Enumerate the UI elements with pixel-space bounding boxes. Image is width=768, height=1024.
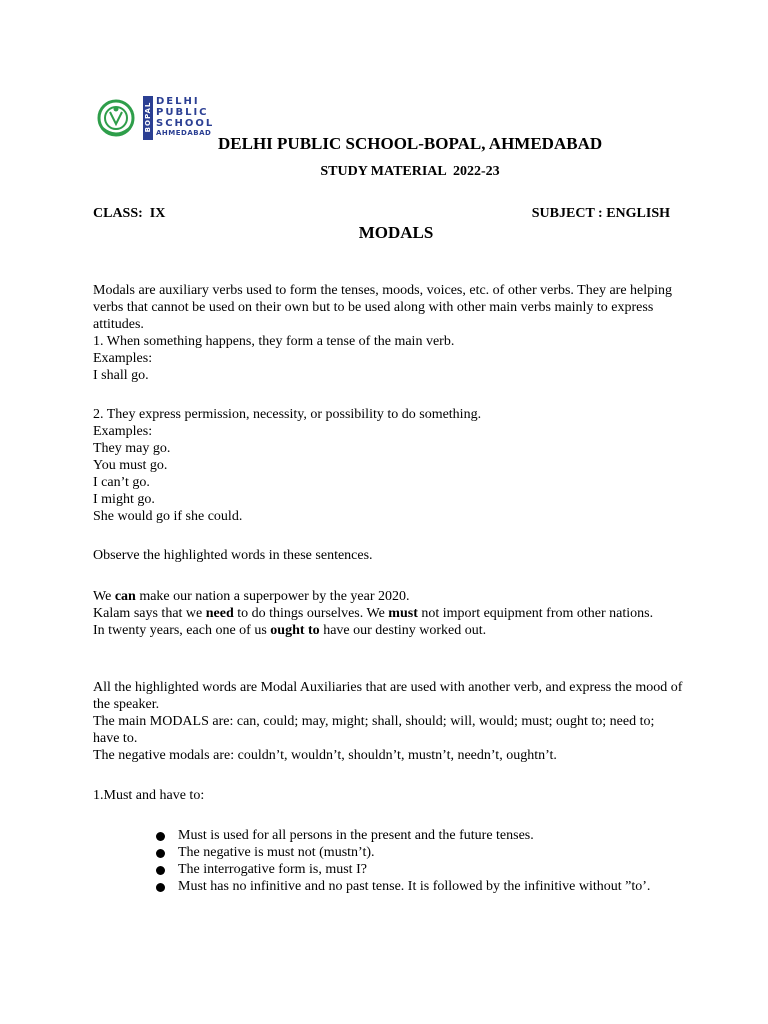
text-run: have our destiny worked out. — [319, 623, 487, 638]
intro-paragraph: Modals are auxiliary verbs used to form the tenses, moods, voices, etc. of other verbs. They are helping verbs that cannot be used on their own but to be used along with other main verbs mainly to express attitudes. — [93, 283, 673, 332]
highlighted-modal: can — [114, 589, 136, 604]
school-logo — [96, 96, 215, 142]
text-run: We — [93, 589, 115, 604]
example-line: They may go. — [93, 441, 171, 456]
school-emblem-icon — [96, 98, 140, 138]
section-1-heading: 1.Must and have to: — [93, 788, 205, 803]
sentence-1 — [93, 588, 683, 605]
observe-line: Observe the highlighted words in these sentences. — [93, 548, 373, 563]
list-item-text: The negative is must not (mustn’t). — [178, 845, 375, 860]
list-item — [156, 878, 676, 895]
logo-line-4: AHMEDABAD — [156, 129, 212, 137]
list-item — [156, 844, 676, 861]
class-label: CLASS: IX — [93, 206, 166, 221]
study-material-heading: STUDY MATERIAL 2022-23 — [320, 164, 500, 179]
list-item-text: Must is used for all persons in the present and the future tenses. — [178, 828, 534, 843]
summary-block — [93, 679, 683, 764]
list-item-text: Must has no infinitive and no past tense. It is followed by the infinitive without ”to’. — [178, 879, 651, 894]
examples-label: Examples: — [93, 424, 153, 439]
highlighted-modal: ought to — [270, 623, 320, 638]
example-line: I can’t go. — [93, 475, 150, 490]
examples-label: Examples: — [93, 351, 153, 366]
sentence-3 — [93, 622, 683, 639]
page-title: MODALS — [358, 223, 434, 242]
bullet-icon — [156, 832, 165, 841]
list-item-text: The interrogative form is, must I? — [178, 862, 367, 877]
sentence-2 — [93, 605, 683, 622]
bullet-icon — [156, 849, 165, 858]
text-run: Kalam says that we — [93, 606, 206, 621]
bullet-icon — [156, 883, 165, 892]
point-1: 1. When something happens, they form a tense of the main verb. — [93, 334, 455, 349]
example-line: She would go if she could. — [93, 509, 243, 524]
list-item — [156, 827, 676, 844]
logo-band — [143, 96, 153, 140]
highlighted-sentences — [93, 588, 683, 639]
subject-label: SUBJECT : ENGLISH — [531, 206, 670, 221]
intro-block — [93, 282, 683, 384]
logo-line-2: PUBLIC — [156, 107, 209, 118]
bullet-icon — [156, 866, 165, 875]
school-title: DELHI PUBLIC SCHOOL-BOPAL, AHMEDABAD — [218, 134, 603, 153]
logo-line-3: SCHOOL — [156, 118, 215, 129]
point-2-block — [93, 406, 683, 525]
logo-band-text: BOPAL — [144, 101, 152, 133]
text-run: In twenty years, each one of us — [93, 623, 271, 638]
list-item — [156, 861, 676, 878]
summary-paragraph: All the highlighted words are Modal Auxiliaries that are used with another verb, and express the mood of the speaker. — [93, 680, 683, 712]
highlighted-modal: need — [205, 606, 234, 621]
text-run: to do things ourselves. We — [233, 606, 389, 621]
main-modals-list: The main MODALS are: can, could; may, might; shall, should; will, would; must; ought to; need to; have to. — [93, 714, 655, 746]
highlighted-modal: must — [388, 606, 418, 621]
example-line: I might go. — [93, 492, 155, 507]
example-line: I shall go. — [93, 368, 149, 383]
example-line: You must go. — [93, 458, 168, 473]
text-run: not import equipment from other nations. — [417, 606, 654, 621]
logo-line-1: DELHI — [156, 96, 200, 107]
must-rules-list — [156, 827, 676, 895]
logo-wordmark — [156, 96, 215, 138]
point-2: 2. They express permission, necessity, or possibility to do something. — [93, 407, 482, 422]
text-run: make our nation a superpower by the year 2020. — [135, 589, 410, 604]
negative-modals-list: The negative modals are: couldn’t, wouldn’t, shouldn’t, mustn’t, needn’t, oughtn’t. — [93, 748, 557, 763]
